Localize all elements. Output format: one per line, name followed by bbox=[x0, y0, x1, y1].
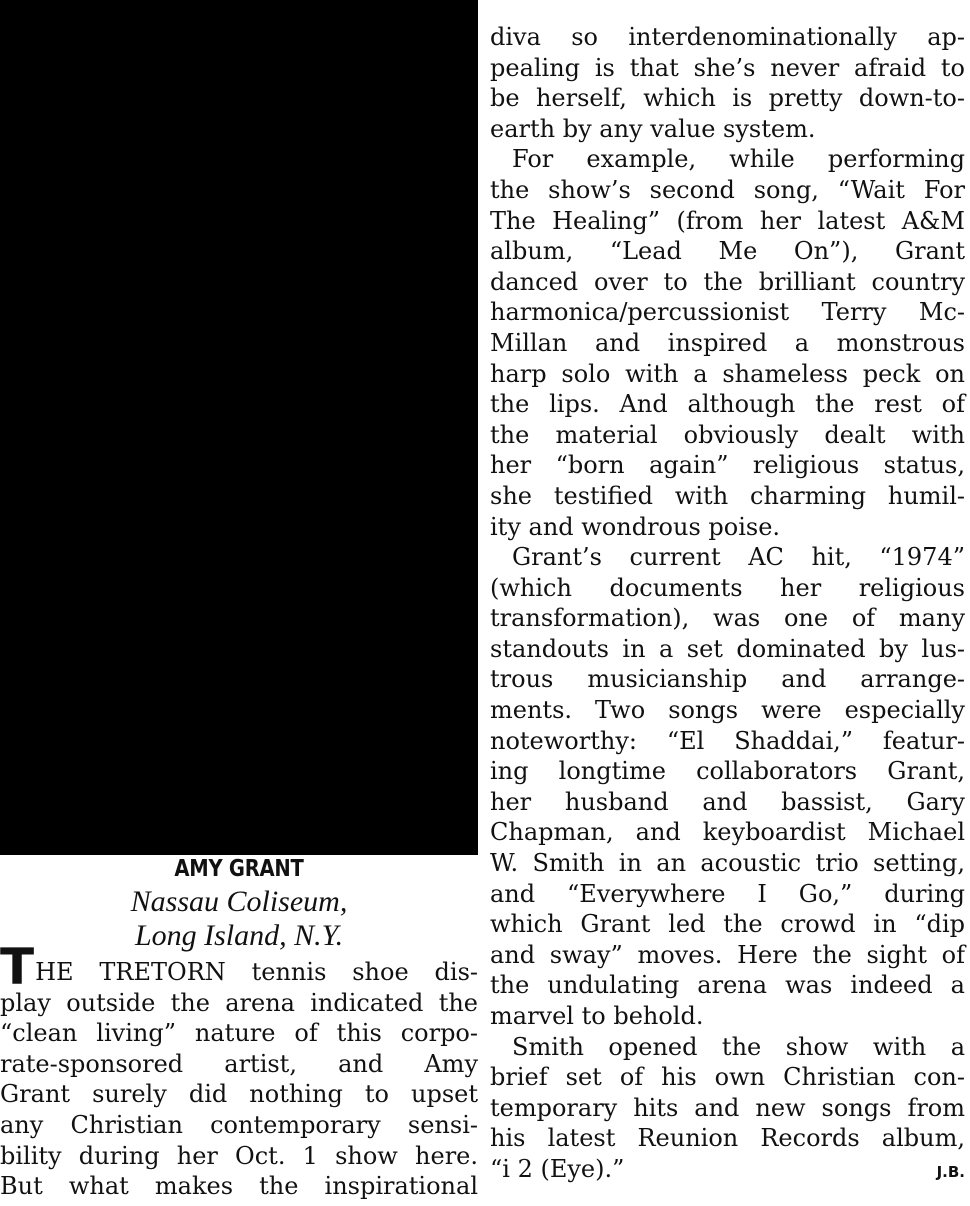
text-line: temporary hits and new songs from bbox=[490, 1093, 965, 1122]
text-line: the material obviously dealt with bbox=[490, 420, 965, 449]
venue-line-1: Nassau Coliseum, bbox=[130, 885, 348, 918]
text-line: W. Smith in an acoustic trio setting, bbox=[490, 849, 965, 878]
text-line: her “born again” religious status, bbox=[490, 451, 965, 480]
text-line: the undulating arena was indeed a bbox=[490, 971, 965, 1000]
text-line: (which documents her religious bbox=[490, 573, 965, 602]
text-line: any Christian contemporary sensi- bbox=[0, 1110, 478, 1139]
text-line: “clean living” nature of this corpo- bbox=[0, 1019, 478, 1048]
text-line: Millan and inspired a monstrous bbox=[490, 328, 965, 357]
text-line: trous musicianship and arrange- bbox=[490, 665, 965, 694]
closing-line bbox=[490, 1154, 965, 1188]
text-line: earth by any value system. bbox=[490, 114, 816, 143]
text-line: The Healing” (from her latest A&M bbox=[490, 206, 965, 235]
text-line: harp solo with a shameless peck on bbox=[490, 359, 965, 388]
text-line: ing longtime collaborators Grant, bbox=[490, 757, 965, 786]
text-line: Grant’s current AC hit, “1974” bbox=[512, 543, 965, 572]
text-line: diva so interdenominationally ap- bbox=[490, 23, 965, 51]
text-line: brief set of his own Christian con- bbox=[490, 1063, 965, 1092]
text-line: Chapman, and keyboardist Michael bbox=[490, 818, 965, 847]
text-line: be herself, which is pretty down-to- bbox=[490, 84, 965, 113]
text-line: ments. Two songs were especially bbox=[490, 696, 965, 725]
text-line: and “Everywhere I Go,” during bbox=[490, 879, 965, 908]
text-line: Grant surely did nothing to upset bbox=[0, 1080, 478, 1109]
text-line: the show’s second song, “Wait For bbox=[490, 175, 965, 204]
text-line: noteworthy: “El Shaddai,” featur- bbox=[490, 726, 965, 755]
text-line: rate-sponsored artist, and Amy bbox=[0, 1049, 478, 1078]
text-line: she testified with charming humil- bbox=[490, 481, 965, 510]
text-line: pealing is that she’s never afraid to bbox=[490, 53, 965, 82]
text-line: THE TRETORN tennis shoe dis- bbox=[0, 938, 478, 996]
byline: J.B. bbox=[936, 1162, 965, 1181]
concert-photo bbox=[0, 0, 478, 855]
right-column-text bbox=[490, 22, 965, 1188]
text-line: marvel to behold. bbox=[490, 1002, 704, 1030]
text-line: bility during her Oct. 1 show here. bbox=[0, 1141, 478, 1170]
left-column-text bbox=[0, 938, 478, 1202]
artist-name: AMY GRANT bbox=[174, 856, 304, 882]
text-line: the lips. And although the rest of bbox=[490, 390, 965, 419]
text-line: ity and wondrous poise. bbox=[490, 512, 781, 541]
text-line: album, “Lead Me On”), Grant bbox=[490, 237, 965, 266]
text-line: transformation), was one of many bbox=[490, 604, 965, 633]
text-line: “i 2 (Eye).” bbox=[490, 1154, 625, 1183]
text-line: Smith opened the show with a bbox=[512, 1032, 965, 1061]
text-line: But what makes the inspirational bbox=[0, 1172, 478, 1201]
text-line: For example, while performing bbox=[512, 145, 965, 174]
drop-cap: T bbox=[0, 938, 35, 996]
venue-heading bbox=[0, 885, 478, 953]
text-line: which Grant led the crowd in “dip bbox=[490, 910, 965, 939]
text-line: and sway” moves. Here the sight of bbox=[490, 940, 965, 969]
text-line: play outside the arena indicated the bbox=[0, 988, 478, 1017]
text-line: her husband and bassist, Gary bbox=[490, 787, 965, 816]
text-line: standouts in a set dominated by lus- bbox=[490, 634, 965, 663]
venue-line-2: Long Island, N.Y. bbox=[134, 919, 344, 952]
text-line: danced over to the brilliant country bbox=[490, 267, 965, 296]
text-line: his latest Reunion Records album, bbox=[490, 1124, 965, 1153]
text-line: harmonica/percussionist Terry Mc- bbox=[490, 298, 965, 327]
